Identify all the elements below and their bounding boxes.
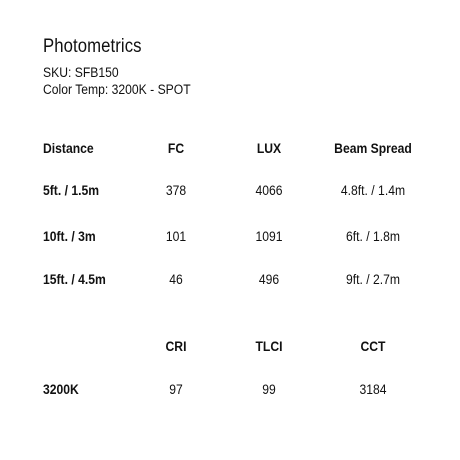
lux-cell: 1091 — [255, 229, 283, 244]
header-distance: Distance — [43, 141, 94, 156]
table-row — [0, 382, 460, 402]
distance-cell: 15ft. / 4.5m — [43, 272, 106, 287]
color-temp-cell: 3200K — [43, 382, 79, 397]
photometric-header-row — [0, 141, 460, 161]
sku-label: SKU: SFB150 — [43, 65, 119, 80]
table-row — [0, 229, 460, 249]
header-tlci: TLCI — [255, 339, 283, 354]
color-temp-label: Color Temp: 3200K - SPOT — [43, 82, 191, 97]
lux-cell: 4066 — [255, 183, 283, 198]
beam-spread-cell: 9ft. / 2.7m — [345, 272, 401, 287]
table-row — [0, 183, 460, 203]
distance-cell: 5ft. / 1.5m — [43, 183, 100, 198]
cct-cell: 3184 — [359, 382, 387, 397]
beam-spread-cell: 4.8ft. / 1.4m — [340, 183, 406, 198]
tlci-cell: 99 — [262, 382, 276, 397]
table-row — [0, 272, 460, 292]
distance-cell: 10ft. / 3m — [43, 229, 96, 244]
header-fc: FC — [167, 141, 185, 156]
cri-cell: 97 — [169, 382, 183, 397]
beam-spread-cell: 6ft. / 1.8m — [345, 229, 401, 244]
fc-cell: 101 — [165, 229, 187, 244]
header-cct: CCT — [360, 339, 386, 354]
fc-cell: 378 — [165, 183, 187, 198]
lux-cell: 496 — [258, 272, 280, 287]
page-title: Photometrics — [43, 36, 142, 57]
header-lux: LUX — [256, 141, 282, 156]
fc-cell: 46 — [169, 272, 183, 287]
header-beam-spread: Beam Spread — [334, 141, 412, 156]
color-header-row — [0, 339, 460, 359]
header-cri: CRI — [165, 339, 187, 354]
